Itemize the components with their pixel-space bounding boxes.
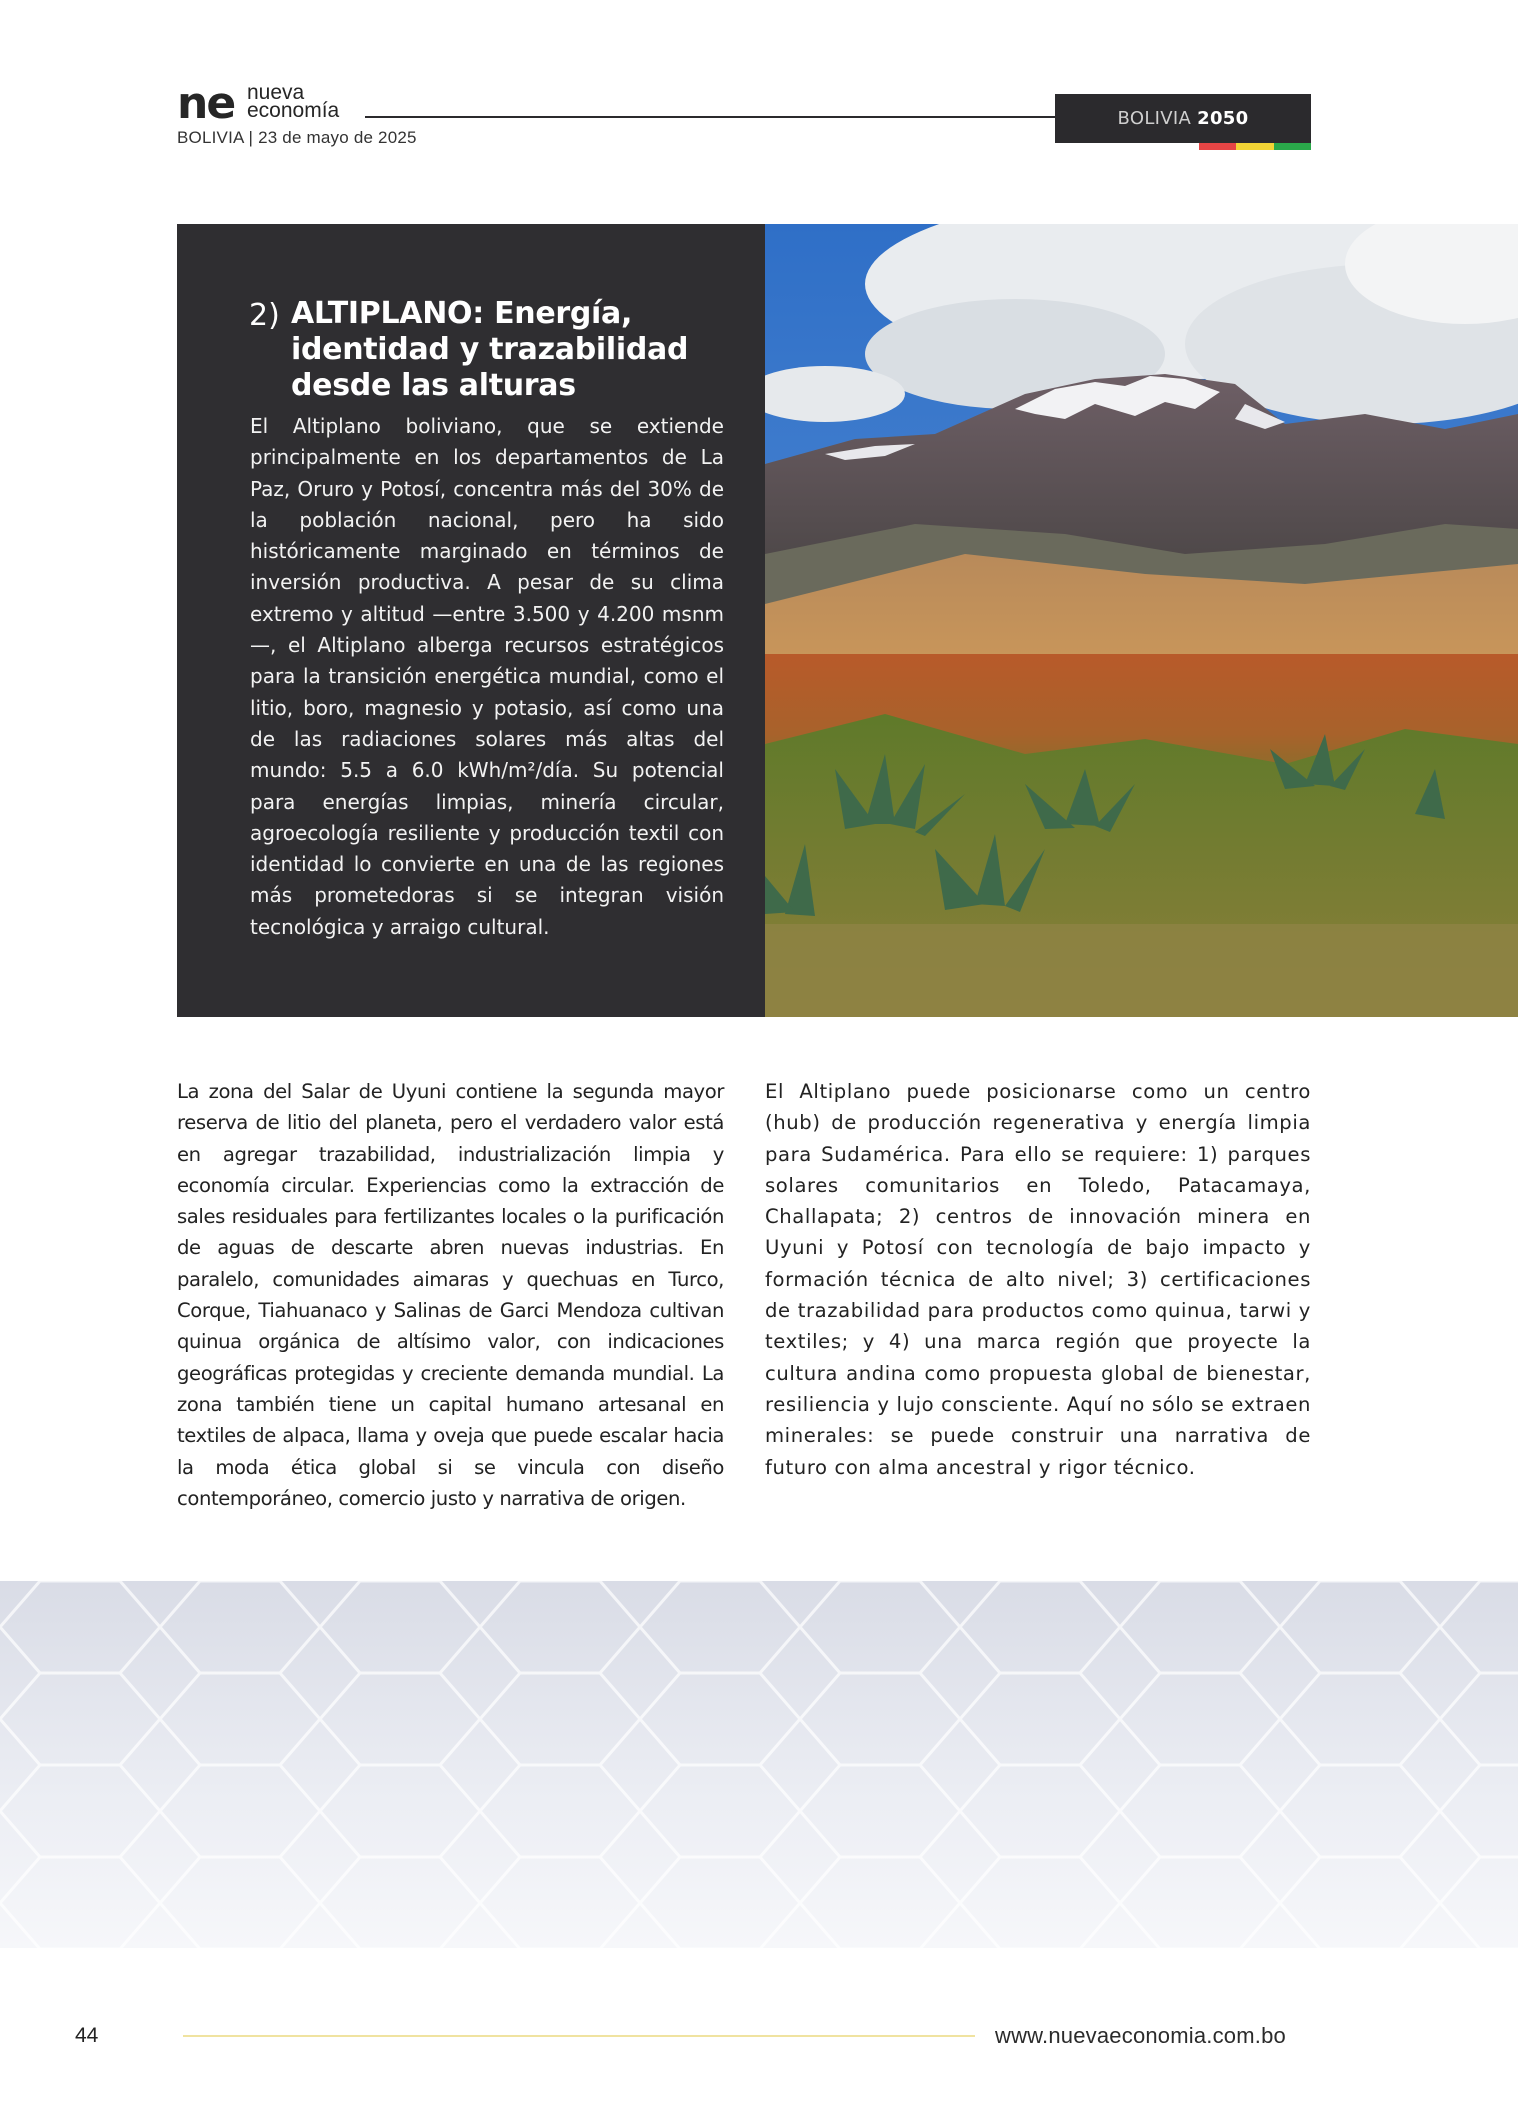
logo-wordmark <box>247 81 340 122</box>
footer-rule <box>183 2035 975 2037</box>
logo-line-2: economía <box>247 99 340 122</box>
feature-body: El Altiplano boliviano, que se extiende principalmente en los departamentos de La Paz, Oruro y Potosí, concentra más del 30% de la población nacional, pero ha sido históricamente marginado en términos de inversión productiva. A pesar de su clima extremo y altitud —entre 3.500 y 4.200 msnm—, el Altiplano alberga recursos estratégicos para la transición energética mundial, como el litio, boro, magnesio y potasio, así como una de las radiaciones solares más altas del mundo: 5.5 a 6.0 kWh/m²/día. Su potencial para energías limpias, minería circular, agroecología resiliente y producción textil con identidad lo convierte en una de las regiones más prometedoras si se integran visión tecnológica y arraigo cultural. <box>250 414 724 939</box>
badge-prefix: BOLIVIA <box>1117 108 1192 129</box>
dateline: BOLIVIA | 23 de mayo de 2025 <box>177 128 417 147</box>
header-rule <box>365 116 1055 118</box>
logo-line-1: nueva <box>247 81 305 104</box>
section-badge <box>1055 94 1311 143</box>
publication-logo <box>177 78 377 129</box>
section-number: 2) <box>249 298 280 333</box>
badge-year: 2050 <box>1197 108 1249 129</box>
page-number: 44 <box>75 2024 99 2047</box>
flag-stripe <box>1199 143 1311 150</box>
body-column-left: La zona del Salar de Uyuni contiene la segunda mayor reserva de litio del planeta, pero el verdadero valor está en agregar trazabilidad, industrialización limpia y economía circular. Experiencias como la extracción de sales residuales para fertilizantes locales o la purificación de aguas de descarte abren nuevas industrias. En paralelo, comunidades aimaras y quechuas en Turco, Corque, Tiahuanaco y Salinas de Garci Mendoza cultivan quinua orgánica de altísimo valor, con indicaciones geográficas protegidas y creciente demanda mundial. La zona también tiene un capital humano artesanal en textiles de alpaca, llama y oveja que puede escalar hacia la moda ética global si se vincula con diseño contemporáneo, comercio justo y narrativa de origen. <box>177 1080 724 1510</box>
flag-green <box>1274 143 1311 150</box>
logo-mark: ne <box>177 78 235 129</box>
body-column-right: El Altiplano puede posicionarse como un centro (hub) de producción regenerativa y energía limpia para Sudamérica. Para ello se requiere: 1) parques solares comunitarios en Toledo, Patacamaya, Challapata; 2) centros de innovación minera en Uyuni y Potosí con tecnología de bajo impacto y formación técnica de alto nivel; 3) certificaciones de trazabilidad para productos como quinua, tarwi y textiles; y 4) una marca región que proyecte la cultura andina como propuesta global de bienestar, resiliencia y lujo consciente. Aquí no sólo se extraen minerales: se puede construir una narrativa de futuro con alma ancestral y rigor técnico. <box>765 1080 1311 1479</box>
section-title: ALTIPLANO: Energía, identidad y trazabilidad desde las alturas <box>291 296 689 403</box>
flag-red <box>1199 143 1236 150</box>
altiplano-landscape-photo <box>765 224 1518 1017</box>
flag-yellow <box>1236 143 1273 150</box>
salt-flat-photo <box>0 1581 1518 1948</box>
footer-url[interactable]: www.nuevaeconomia.com.bo <box>995 2023 1286 2048</box>
